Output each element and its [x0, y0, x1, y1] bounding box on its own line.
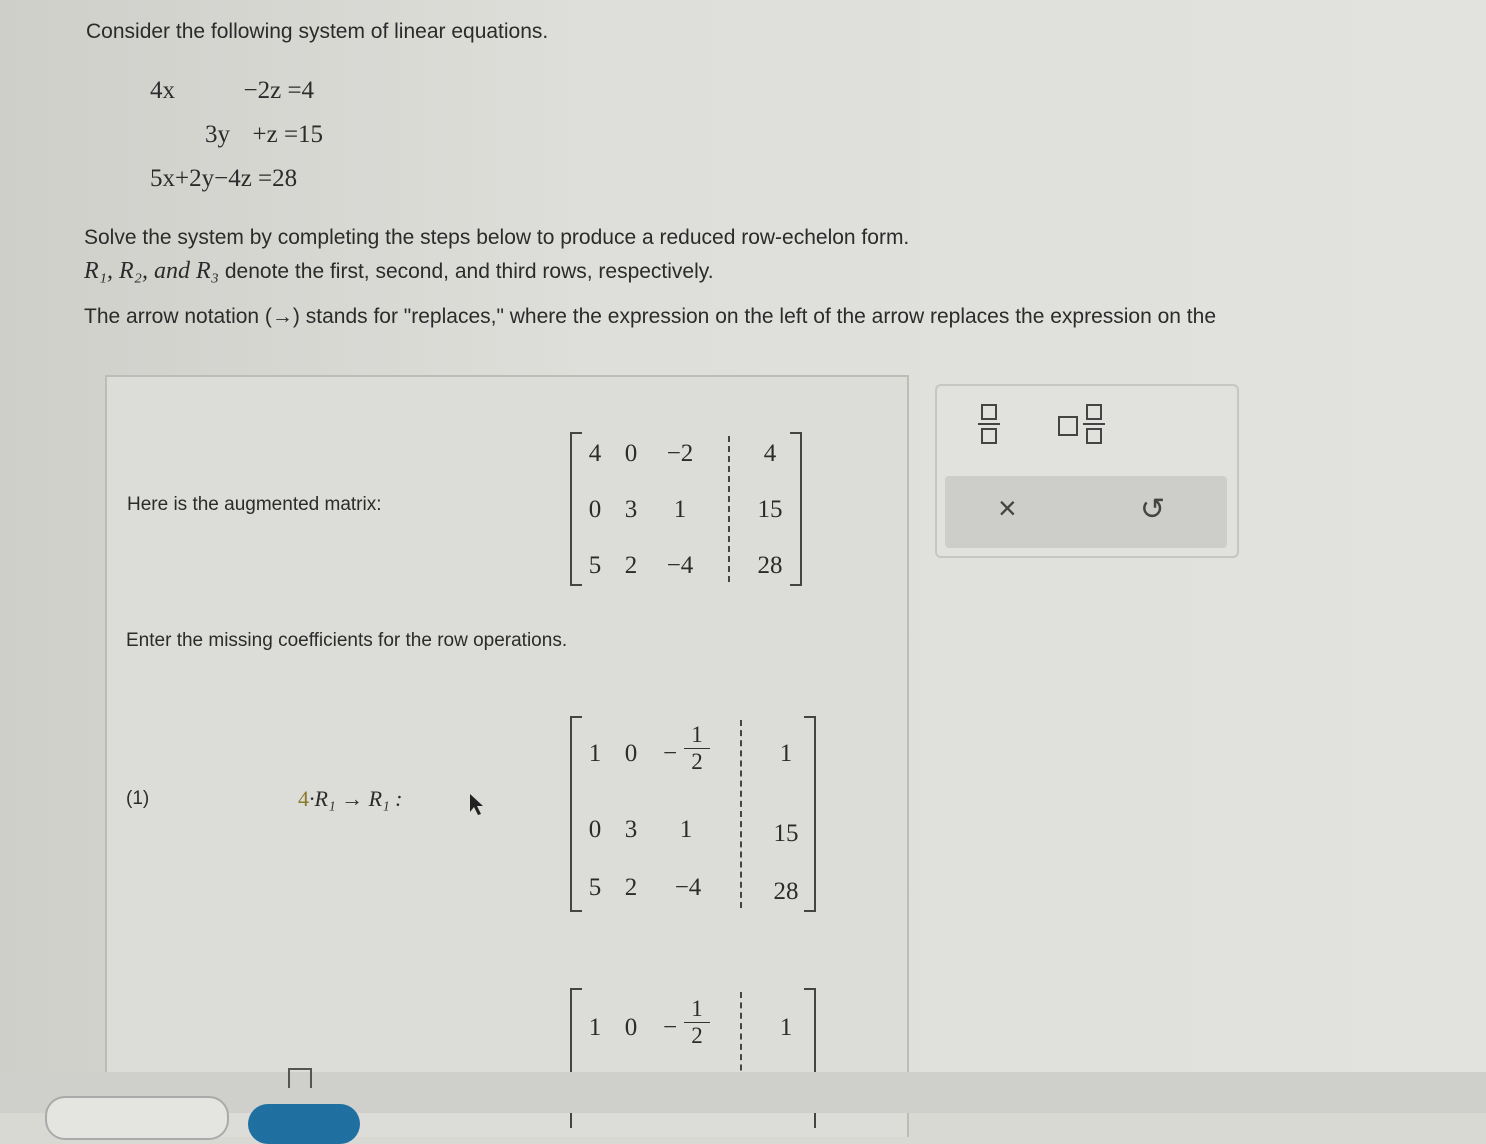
undo-icon[interactable]: ↺: [1140, 493, 1166, 526]
matrix-cell: 0: [624, 1014, 638, 1041]
fraction-bar: [978, 423, 1000, 425]
equation-2: [205, 121, 323, 149]
instruction-line-3: The arrow notation (→) stands for "replaces," where the expression on the left of the arrow replaces the expression on the: [84, 305, 1217, 328]
matrix-cell: 0: [624, 740, 638, 767]
eq1-rest: −2z =4: [243, 77, 315, 104]
matrix-cell: 15: [757, 496, 783, 523]
eq2-rest: +z =15: [252, 121, 324, 148]
matrix-cell: −2: [666, 440, 694, 467]
coefficient-input[interactable]: 4: [298, 786, 309, 811]
augment-divider: [740, 720, 742, 908]
matrix-cell: −4: [674, 874, 702, 901]
fraction-icon[interactable]: [978, 404, 1000, 448]
fraction-denominator: 2: [691, 749, 703, 774]
equation-1: [150, 77, 314, 105]
matrix-cell: 28: [757, 552, 783, 579]
fraction-bottom-box: [1086, 428, 1102, 444]
matrix-cell: 0: [588, 816, 602, 843]
matrix-cell: 1: [588, 1014, 602, 1041]
matrix-cell: 15: [773, 820, 799, 847]
check-button[interactable]: [248, 1104, 360, 1144]
row-operation: [298, 786, 403, 812]
fraction-top-box: [981, 404, 997, 420]
matrix-cell: 1: [779, 1014, 793, 1041]
matrix-cell: 5: [588, 874, 602, 901]
fraction-numerator: 1: [684, 722, 710, 749]
matrix-cell: −4: [666, 552, 694, 579]
matrix-cell: 1: [679, 816, 693, 843]
eq2-y-term: 3y: [205, 121, 230, 148]
matrix-cell-minus: −: [662, 740, 678, 767]
instruction-line-2-text: denote the first, second, and third rows, respectively.: [224, 260, 714, 283]
matrix-cell: 4: [763, 440, 777, 467]
matrix-cell: 0: [588, 496, 602, 523]
explanation-icon[interactable]: [288, 1068, 312, 1088]
augmented-label: Here is the augmented matrix:: [127, 494, 382, 515]
matrix-cell: 2: [624, 874, 638, 901]
instruction-line-1: Solve the system by completing the steps below to produce a reduced row-echelon form.: [84, 226, 910, 249]
matrix-cell: 2: [624, 552, 638, 579]
matrix-right-bracket: [790, 432, 802, 586]
matrix-cell: 3: [624, 816, 638, 843]
operation-text: ·R₁ → R₁ :: [309, 786, 403, 811]
toolbar-action-row: [945, 476, 1227, 548]
augmented-matrix: [570, 432, 802, 586]
whole-box: [1058, 416, 1078, 436]
fraction-bottom-box: [981, 428, 997, 444]
augment-divider: [728, 436, 730, 582]
cursor-icon: [468, 792, 484, 821]
matrix-cell: 4: [588, 440, 602, 467]
fraction-denominator: 2: [691, 1023, 703, 1048]
matrix-cell: 0: [624, 440, 638, 467]
row-names: R₁, R₂, and R₃: [84, 258, 220, 284]
matrix-cell: 5: [588, 552, 602, 579]
equation-3: 5x+2y−4z =28: [150, 165, 298, 192]
fraction-bar: [1083, 423, 1105, 425]
step-number: (1): [126, 788, 150, 809]
instruction-line-2: [84, 258, 714, 285]
matrix-cell: 1: [673, 496, 687, 523]
matrix-left-bracket: [570, 432, 582, 586]
mixed-number-icon[interactable]: [1058, 404, 1108, 448]
matrix-cell: 1: [588, 740, 602, 767]
matrix-cell: 3: [624, 496, 638, 523]
fraction-one-half: [684, 722, 710, 775]
clear-icon[interactable]: ×: [998, 490, 1017, 526]
intro-text: Consider the following system of linear equations.: [86, 20, 549, 43]
step1-matrix: [570, 716, 816, 912]
matrix-left-bracket: [570, 716, 582, 912]
matrix-cell-minus: −: [662, 1014, 678, 1041]
matrix-cell: 28: [773, 878, 799, 905]
eq1-x-term: 4x: [150, 77, 175, 104]
fraction-one-half: [684, 996, 710, 1049]
matrix-cell: 1: [779, 740, 793, 767]
prompt-text: Enter the missing coefficients for the row operations.: [126, 630, 568, 651]
explanation-button[interactable]: [45, 1096, 229, 1140]
fraction-numerator: 1: [684, 996, 710, 1023]
fraction-top-box: [1086, 404, 1102, 420]
